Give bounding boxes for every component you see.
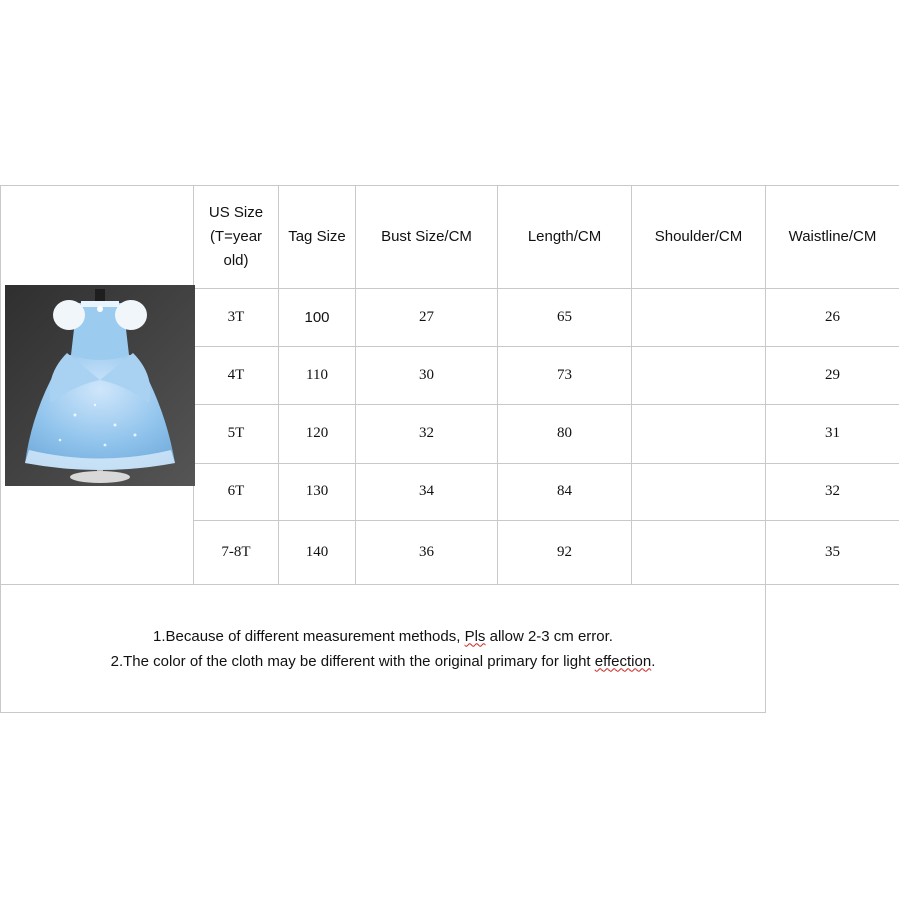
header-length: Length/CM [498, 186, 632, 289]
cell-tag-size: 100 [279, 288, 356, 346]
cell-shoulder [632, 346, 766, 404]
size-chart [0, 185, 899, 713]
note-2-text: 2.The color of the cloth may be different with the original primary for light [110, 652, 595, 670]
header-waistline: Waistline/CM [766, 186, 899, 289]
cell-length: 73 [498, 346, 632, 404]
note-2-flagged-word: effection [594, 652, 652, 670]
note-1-flagged-word: Pls [464, 627, 486, 645]
header-bust: Bust Size/CM [356, 186, 498, 289]
cell-tag-size: 120 [279, 405, 356, 463]
cell-length: 65 [498, 288, 632, 346]
dress-photo [5, 285, 195, 486]
note-1-text: 1.Because of different measurement methods, [153, 627, 465, 645]
cell-waistline: 32 [766, 463, 899, 520]
product-image-cell [1, 186, 194, 585]
note-2-text-end: . [651, 652, 656, 670]
cell-us-size: 7-8T [194, 520, 279, 584]
header-row [1, 186, 899, 289]
cell-waistline: 26 [766, 288, 899, 346]
cell-waistline: 29 [766, 346, 899, 404]
cell-shoulder [632, 288, 766, 346]
cell-waistline: 35 [766, 520, 899, 584]
note-line-1 [5, 624, 761, 649]
cell-us-size: 5T [194, 405, 279, 463]
cell-length: 84 [498, 463, 632, 520]
cell-tag-size: 140 [279, 520, 356, 584]
cell-shoulder [632, 520, 766, 584]
cell-bust: 36 [356, 520, 498, 584]
notes-cell [1, 585, 766, 713]
cell-tag-size: 110 [279, 346, 356, 404]
cell-length: 80 [498, 405, 632, 463]
size-table [0, 185, 899, 713]
note-1-text-end: allow 2-3 cm error. [485, 627, 613, 645]
cell-us-size: 6T [194, 463, 279, 520]
notes-row [1, 585, 899, 713]
cell-shoulder [632, 405, 766, 463]
cell-us-size: 3T [194, 288, 279, 346]
cell-length: 92 [498, 520, 632, 584]
cell-bust: 30 [356, 346, 498, 404]
cell-bust: 34 [356, 463, 498, 520]
header-us-size: US Size (T=year old) [194, 186, 279, 289]
cell-us-size: 4T [194, 346, 279, 404]
note-line-2 [5, 649, 761, 674]
cell-shoulder [632, 463, 766, 520]
header-shoulder: Shoulder/CM [632, 186, 766, 289]
cell-bust: 27 [356, 288, 498, 346]
cell-tag-size: 130 [279, 463, 356, 520]
cell-waistline: 31 [766, 405, 899, 463]
dress-icon [5, 285, 195, 486]
header-tag-size: Tag Size [279, 186, 356, 289]
cell-bust: 32 [356, 405, 498, 463]
